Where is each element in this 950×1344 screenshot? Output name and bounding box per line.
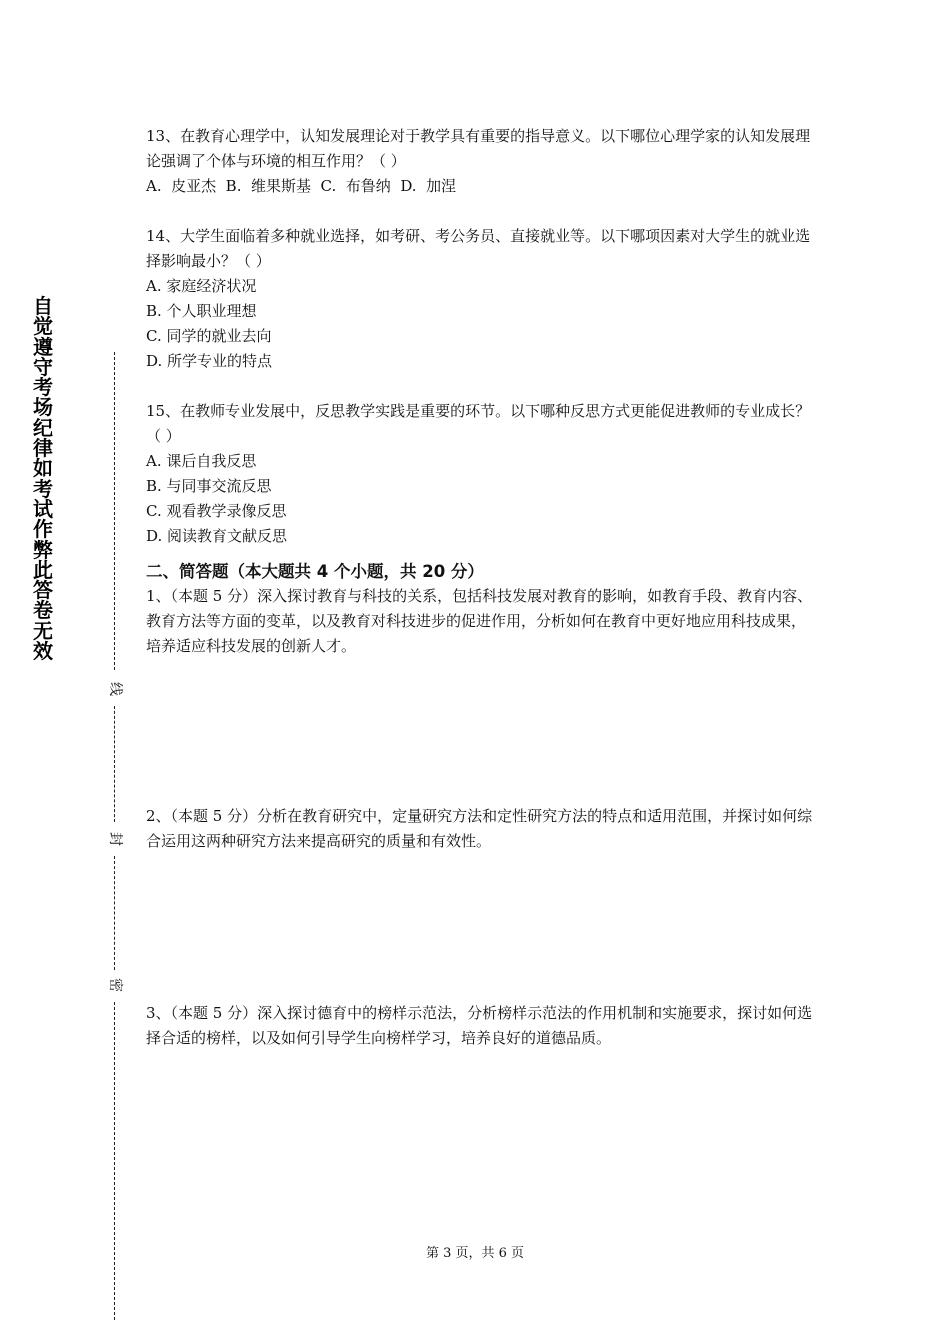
option-d: D. 阅读教育文献反思: [146, 527, 288, 545]
binding-dashed-line: [114, 352, 115, 670]
option-b: B. 个人职业理想: [146, 302, 257, 320]
seal-word-line: 线: [108, 678, 122, 700]
question-14: [146, 224, 814, 374]
answer-space: [146, 854, 814, 1001]
answer-space: [146, 659, 814, 804]
option-a: A. 家庭经济状况: [146, 277, 257, 295]
option-c: C. 观看教学录像反思: [146, 502, 287, 520]
seal-word-secret: 密: [108, 974, 122, 996]
question-15: [146, 399, 814, 549]
binding-dashed-line: [114, 856, 115, 970]
essay-question-2: 2、（本题 5 分）分析在教育研究中，定量研究方法和定性研究方法的特点和适用范围，并探讨如何综合运用这两种研究方法来提高研究的质量和有效性。: [146, 807, 813, 850]
binding-dashed-line: [114, 706, 115, 822]
question-stem: 13、在教育心理学中，认知发展理论对于教学具有重要的指导意义。以下哪位心理学家的认知发展理论强调了个体与环境的相互作用？（ ）: [146, 127, 811, 170]
question-13: [146, 124, 814, 199]
essay-question-1: 1、（本题 5 分）深入探讨教育与科技的关系，包括科技发展对教育的影响，如教育手段、教育内容、教育方法等方面的变革，以及教育对科技进步的促进作用，分析如何在教育中更好地应用科技成果，培养适应科技发展的创新人才。: [146, 587, 813, 655]
question-options: A. 皮亚杰 B. 维果斯基 C. 布鲁纳 D. 加涅: [146, 177, 457, 195]
seal-word-seal: 封: [108, 828, 122, 850]
exam-discipline-warning: 自觉遵守考场纪律如考试作弊此答卷无效: [33, 294, 53, 664]
question-stem: 15、在教师专业发展中，反思教学实践是重要的环节。以下哪种反思方式更能促进教师的专业成长？（ ）: [146, 402, 811, 445]
exam-content: [146, 124, 814, 1051]
question-stem: 14、大学生面临着多种就业选择，如考研、考公务员、直接就业等。以下哪项因素对大学生的就业选择影响最小？（ ）: [146, 227, 811, 270]
page-number: 第 3 页，共 6 页: [425, 1246, 525, 1261]
option-c: C. 同学的就业去向: [146, 327, 272, 345]
essay-question-3: 3、（本题 5 分）深入探讨德育中的榜样示范法，分析榜样示范法的作用机制和实施要求，探讨如何选择合适的榜样，以及如何引导学生向榜样学习，培养良好的道德品质。: [146, 1004, 813, 1047]
option-b: B. 与同事交流反思: [146, 477, 272, 495]
option-a: A. 课后自我反思: [146, 452, 257, 470]
binding-dashed-line: [114, 1002, 115, 1320]
section-title: 二、简答题（本大题共 4 个小题，共 20 分）: [146, 562, 484, 581]
option-d: D. 所学专业的特点: [146, 352, 273, 370]
